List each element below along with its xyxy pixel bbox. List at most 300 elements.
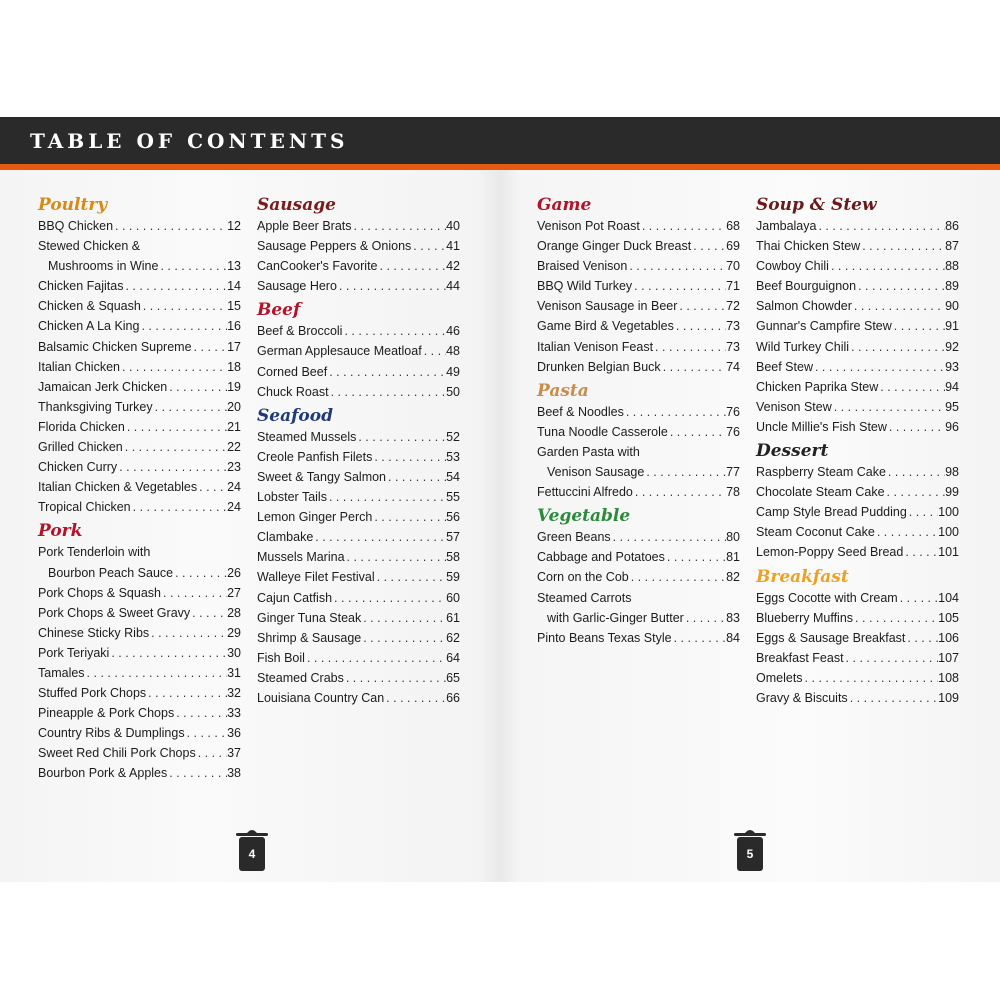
entry-page-number: 32 bbox=[227, 686, 241, 701]
dot-leader bbox=[832, 397, 945, 417]
entry-title: Cowboy Chili bbox=[756, 259, 829, 274]
toc-entry bbox=[257, 321, 460, 341]
entry-title: Tuna Noodle Casserole bbox=[537, 424, 668, 439]
entry-row bbox=[38, 417, 241, 437]
entry-page-number: 15 bbox=[227, 299, 241, 314]
toc-entry bbox=[756, 377, 959, 397]
entry-page-number: 16 bbox=[227, 319, 241, 334]
toc-entry bbox=[257, 507, 460, 527]
dot-leader bbox=[123, 437, 227, 457]
toc-entry bbox=[756, 216, 959, 236]
entry-page-number: 86 bbox=[945, 219, 959, 233]
dot-leader bbox=[668, 422, 726, 442]
entry-row bbox=[257, 216, 460, 236]
dot-leader bbox=[158, 256, 227, 276]
section-heading: Poultry bbox=[38, 195, 108, 215]
toc-entry bbox=[38, 236, 241, 276]
toc-entry bbox=[257, 341, 460, 361]
entry-page-number: 60 bbox=[446, 590, 460, 605]
toc-entry bbox=[756, 236, 959, 256]
toc-entry bbox=[38, 357, 241, 377]
section-heading: Sausage bbox=[257, 195, 336, 215]
entry-page-number: 81 bbox=[726, 550, 740, 565]
entry-row bbox=[537, 236, 740, 256]
entry-title: Corn on the Cob bbox=[537, 570, 629, 585]
entry-row bbox=[38, 477, 241, 497]
toc-entry bbox=[537, 276, 740, 296]
entry-row bbox=[257, 507, 460, 527]
entry-title: Sausage Peppers & Onions bbox=[257, 239, 412, 254]
dot-leader bbox=[167, 377, 227, 397]
entry-row bbox=[38, 643, 241, 663]
toc-entry bbox=[756, 608, 959, 628]
dot-leader bbox=[345, 547, 447, 567]
toc-entry bbox=[257, 216, 460, 236]
entry-page-number: 71 bbox=[726, 279, 740, 294]
entry-page-number: 37 bbox=[227, 746, 241, 761]
toc-entry bbox=[537, 422, 740, 442]
dot-leader bbox=[329, 382, 447, 402]
entry-row bbox=[257, 382, 460, 402]
entry-page-number: 52 bbox=[446, 429, 460, 444]
entry-title: Beef Bourguignon bbox=[756, 279, 857, 294]
entry-page-number: 55 bbox=[446, 490, 460, 505]
entry-title: Omelets bbox=[756, 670, 803, 685]
entry-page-number: 96 bbox=[945, 419, 959, 434]
entry-page-number: 82 bbox=[726, 570, 740, 585]
entry-title: Sweet Red Chili Pork Chops bbox=[38, 746, 196, 761]
cooking-pot-icon bbox=[733, 825, 767, 875]
entry-title: Chinese Sticky Ribs bbox=[38, 625, 150, 640]
entry-page-number: 42 bbox=[446, 259, 460, 274]
entry-title: Lemon-Poppy Seed Bread bbox=[756, 545, 904, 560]
entry-title: Jambalaya bbox=[756, 219, 817, 233]
entry-page-number: 68 bbox=[726, 219, 740, 233]
entry-page-number: 74 bbox=[726, 359, 740, 374]
toc-entry bbox=[257, 547, 460, 567]
entry-title: Game Bird & Vegetables bbox=[537, 319, 674, 334]
dot-leader bbox=[327, 362, 446, 382]
entry-title: Venison Stew bbox=[756, 399, 832, 414]
entry-page-number: 44 bbox=[446, 279, 460, 294]
entry-row bbox=[756, 588, 959, 608]
entry-page-number: 77 bbox=[726, 465, 740, 480]
dot-leader bbox=[352, 216, 447, 236]
entry-row bbox=[756, 296, 959, 316]
title-banner bbox=[0, 117, 1000, 164]
dot-leader bbox=[167, 763, 227, 783]
entry-row bbox=[38, 377, 241, 397]
entry-page-number: 78 bbox=[726, 485, 740, 500]
entry-page-number: 93 bbox=[945, 359, 959, 374]
toc-entry bbox=[537, 316, 740, 336]
entry-page-number: 29 bbox=[227, 625, 241, 640]
entry-title: German Applesauce Meatloaf bbox=[257, 344, 422, 359]
entry-row bbox=[38, 296, 241, 316]
entry-row bbox=[756, 236, 959, 256]
dot-leader bbox=[856, 276, 945, 296]
entry-title: Chicken & Squash bbox=[38, 299, 141, 314]
entry-row bbox=[756, 502, 959, 522]
entry-title: Pork Teriyaki bbox=[38, 645, 110, 660]
section-heading: Dessert bbox=[756, 441, 829, 462]
toc-entry bbox=[537, 547, 740, 567]
entry-row bbox=[537, 256, 740, 276]
toc-entry bbox=[257, 427, 460, 447]
entry-row bbox=[537, 216, 740, 236]
dot-leader bbox=[829, 256, 945, 276]
entry-row bbox=[257, 447, 460, 467]
section-heading: Game bbox=[537, 195, 592, 215]
entry-page-number: 57 bbox=[446, 530, 460, 545]
entry-row bbox=[38, 256, 241, 276]
dot-leader bbox=[146, 683, 227, 703]
entry-title: Chicken A La King bbox=[38, 319, 140, 334]
entry-page-number: 48 bbox=[446, 344, 460, 359]
toc-column-1 bbox=[38, 189, 241, 784]
dot-leader bbox=[907, 502, 938, 522]
section-heading: Breakfast bbox=[756, 566, 849, 587]
entry-title: Orange Ginger Duck Breast bbox=[537, 239, 692, 254]
entry-row bbox=[257, 547, 460, 567]
toc-entry bbox=[537, 337, 740, 357]
entry-title: Breakfast Feast bbox=[756, 650, 844, 665]
entry-title: Braised Venison bbox=[537, 259, 628, 274]
entry-page-number: 14 bbox=[227, 279, 241, 294]
entry-title: Italian Chicken bbox=[38, 359, 120, 374]
page-number-left: 4 bbox=[248, 847, 256, 861]
toc-entry bbox=[257, 648, 460, 668]
entry-row bbox=[38, 703, 241, 723]
entry-title: Apple Beer Brats bbox=[257, 219, 352, 233]
toc-entry bbox=[38, 377, 241, 397]
entry-row bbox=[537, 337, 740, 357]
dot-leader bbox=[173, 563, 227, 583]
toc-entry bbox=[38, 316, 241, 336]
entry-page-number: 56 bbox=[446, 510, 460, 525]
entry-title: Drunken Belgian Buck bbox=[537, 359, 661, 374]
entry-row bbox=[756, 608, 959, 628]
entry-page-number: 30 bbox=[227, 645, 241, 660]
entry-row bbox=[537, 608, 740, 628]
toc-entry bbox=[38, 643, 241, 663]
entry-page-number: 76 bbox=[726, 424, 740, 439]
entry-page-number: 88 bbox=[945, 259, 959, 274]
toc-entry bbox=[756, 688, 959, 708]
dot-leader bbox=[411, 236, 446, 256]
entry-page-number: 95 bbox=[945, 399, 959, 414]
entry-title: Venison Sausage in Beer bbox=[537, 299, 678, 314]
entry-title: BBQ Wild Turkey bbox=[537, 279, 633, 294]
toc-entry bbox=[257, 467, 460, 487]
dot-leader bbox=[886, 462, 945, 482]
toc-entry bbox=[537, 236, 740, 256]
dot-leader bbox=[372, 447, 446, 467]
dot-leader bbox=[849, 337, 945, 357]
entry-row bbox=[756, 542, 959, 562]
entry-row bbox=[537, 628, 740, 648]
entry-title: Florida Chicken bbox=[38, 419, 125, 434]
entry-page-number: 66 bbox=[446, 690, 460, 705]
entry-row bbox=[257, 467, 460, 487]
entry-title: Gunnar's Campfire Stew bbox=[756, 319, 892, 334]
dot-leader bbox=[691, 236, 726, 256]
entry-row bbox=[257, 362, 460, 382]
entry-title: Pineapple & Pork Chops bbox=[38, 706, 175, 721]
entry-row bbox=[38, 723, 241, 743]
toc-entry bbox=[756, 628, 959, 648]
entry-title: Chicken Curry bbox=[38, 460, 118, 475]
dot-leader bbox=[361, 608, 446, 628]
entry-page-number: 36 bbox=[227, 726, 241, 741]
dot-leader bbox=[305, 648, 446, 668]
dot-leader bbox=[640, 216, 726, 236]
dot-leader bbox=[875, 522, 938, 542]
entry-row bbox=[38, 663, 241, 683]
dot-leader bbox=[197, 477, 227, 497]
entry-title: CanCooker's Favorite bbox=[257, 259, 378, 274]
entry-title: Tamales bbox=[38, 665, 85, 680]
dot-leader bbox=[378, 256, 447, 276]
toc-entry bbox=[537, 527, 740, 547]
entry-row bbox=[38, 683, 241, 703]
entry-page-number: 23 bbox=[227, 460, 241, 475]
dot-leader bbox=[123, 276, 227, 296]
page-number-right: 5 bbox=[746, 847, 754, 861]
toc-entry bbox=[257, 527, 460, 547]
entry-row bbox=[756, 648, 959, 668]
toc-entry bbox=[38, 477, 241, 497]
toc-entry bbox=[38, 683, 241, 703]
page-title: TABLE OF CONTENTS bbox=[30, 129, 349, 153]
dot-leader bbox=[185, 723, 228, 743]
entry-title: Pork Chops & Sweet Gravy bbox=[38, 605, 191, 620]
toc-entry bbox=[38, 723, 241, 743]
entry-title-continued: Bourbon Peach Sauce bbox=[48, 565, 174, 580]
dot-leader bbox=[85, 663, 228, 683]
toc-entry bbox=[257, 608, 460, 628]
entry-row bbox=[756, 688, 959, 708]
entry-row bbox=[257, 321, 460, 341]
toc-entry bbox=[756, 542, 959, 562]
entry-page-number: 107 bbox=[938, 650, 959, 665]
dot-leader bbox=[109, 643, 227, 663]
entry-row bbox=[38, 603, 241, 623]
entry-title-continued: with Garlic-Ginger Butter bbox=[547, 610, 684, 625]
entry-title: Garden Pasta with bbox=[537, 444, 640, 459]
entry-row bbox=[537, 402, 740, 422]
toc-entry bbox=[537, 296, 740, 316]
toc-entry bbox=[756, 462, 959, 482]
entry-page-number: 46 bbox=[446, 324, 460, 339]
toc-entry bbox=[257, 382, 460, 402]
dot-leader bbox=[141, 296, 227, 316]
entry-title: Thanksgiving Turkey bbox=[38, 399, 153, 414]
entry-title: Louisiana Country Can bbox=[257, 690, 385, 705]
entry-page-number: 41 bbox=[446, 239, 460, 254]
entry-row bbox=[257, 341, 460, 361]
dot-leader bbox=[192, 337, 228, 357]
section-heading: Vegetable bbox=[537, 506, 631, 527]
toc-entry bbox=[38, 457, 241, 477]
dot-leader bbox=[611, 527, 726, 547]
entry-row bbox=[257, 688, 460, 708]
dot-leader bbox=[632, 276, 726, 296]
entry-title: Gravy & Biscuits bbox=[756, 690, 848, 705]
toc-entry bbox=[257, 688, 460, 708]
toc-entry bbox=[257, 362, 460, 382]
toc-entry bbox=[537, 216, 740, 236]
entry-title: Italian Chicken & Vegetables bbox=[38, 480, 198, 495]
toc-entry bbox=[756, 522, 959, 542]
section-heading: Seafood bbox=[257, 405, 333, 426]
entry-row bbox=[38, 276, 241, 296]
dot-leader bbox=[898, 588, 938, 608]
entry-title: Thai Chicken Stew bbox=[756, 239, 861, 254]
dot-leader bbox=[332, 588, 446, 608]
entry-title: Cabbage and Potatoes bbox=[537, 550, 665, 565]
dot-leader bbox=[684, 608, 726, 628]
toc-entry bbox=[257, 668, 460, 688]
dot-leader bbox=[672, 628, 727, 648]
dot-leader bbox=[131, 497, 227, 517]
entry-title: Pork Tenderloin with bbox=[38, 545, 151, 560]
entry-page-number: 26 bbox=[227, 565, 241, 580]
entry-title-continued: Venison Sausage bbox=[547, 465, 645, 480]
toc-entry bbox=[756, 502, 959, 522]
entry-title: Camp Style Bread Pudding bbox=[756, 505, 907, 520]
entry-title: Clambake bbox=[257, 530, 314, 545]
entry-title: Sweet & Tangy Salmon bbox=[257, 469, 387, 484]
entry-page-number: 94 bbox=[945, 379, 959, 394]
entry-row bbox=[537, 482, 740, 502]
entry-title: Bourbon Pork & Apples bbox=[38, 766, 168, 781]
entry-page-number: 72 bbox=[726, 299, 740, 314]
entry-title: Chuck Roast bbox=[257, 384, 329, 399]
entry-page-number: 33 bbox=[227, 706, 241, 721]
toc-entry bbox=[257, 588, 460, 608]
entry-row bbox=[537, 316, 740, 336]
entry-row bbox=[756, 276, 959, 296]
entry-page-number: 69 bbox=[726, 239, 740, 254]
dot-leader bbox=[860, 236, 945, 256]
dot-leader bbox=[342, 321, 446, 341]
dot-leader bbox=[903, 542, 938, 562]
entry-page-number: 91 bbox=[945, 319, 959, 334]
dot-leader bbox=[313, 527, 446, 547]
entry-page-number: 100 bbox=[938, 525, 959, 540]
dot-leader bbox=[372, 507, 446, 527]
toc-entry bbox=[756, 482, 959, 502]
entry-row bbox=[257, 527, 460, 547]
dot-leader bbox=[327, 487, 446, 507]
entry-title: Venison Pot Roast bbox=[537, 219, 640, 233]
toc-entry bbox=[756, 276, 959, 296]
dot-leader bbox=[661, 357, 726, 377]
entry-row bbox=[537, 357, 740, 377]
entry-page-number: 89 bbox=[945, 279, 959, 294]
book-spread bbox=[0, 117, 1000, 882]
dot-leader bbox=[624, 402, 726, 422]
entry-row bbox=[756, 216, 959, 236]
entry-page-number: 87 bbox=[945, 239, 959, 254]
entry-page-number: 22 bbox=[227, 440, 241, 455]
entry-page-number: 38 bbox=[227, 766, 241, 781]
entry-title: Uncle Millie's Fish Stew bbox=[756, 419, 887, 434]
entry-title: BBQ Chicken bbox=[38, 219, 114, 233]
entry-title: Steamed Crabs bbox=[257, 670, 344, 685]
toc-entry bbox=[38, 763, 241, 783]
dot-leader bbox=[190, 603, 227, 623]
entry-page-number: 13 bbox=[227, 259, 241, 274]
toc-entry bbox=[756, 588, 959, 608]
entry-row bbox=[756, 357, 959, 377]
dot-leader bbox=[337, 276, 446, 296]
entry-page-number: 73 bbox=[726, 319, 740, 334]
entry-page-number: 109 bbox=[938, 690, 959, 705]
entry-title: Stuffed Pork Chops bbox=[38, 686, 147, 701]
entry-title: Wild Turkey Chili bbox=[756, 339, 850, 354]
dot-leader bbox=[665, 547, 726, 567]
entry-title: Pork Chops & Squash bbox=[38, 585, 161, 600]
entry-title: Cajun Catfish bbox=[257, 590, 333, 605]
entry-row bbox=[537, 547, 740, 567]
entry-row bbox=[38, 316, 241, 336]
toc-entry bbox=[756, 357, 959, 377]
entry-title: Sausage Hero bbox=[257, 279, 337, 294]
entry-title: Eggs & Sausage Breakfast bbox=[756, 630, 906, 645]
toc-entry bbox=[756, 316, 959, 336]
entry-title: Grilled Chicken bbox=[38, 440, 123, 455]
dot-leader bbox=[174, 703, 227, 723]
toc-entry bbox=[756, 296, 959, 316]
entry-row bbox=[38, 563, 241, 583]
entry-page-number: 24 bbox=[227, 500, 241, 515]
dot-leader bbox=[887, 417, 945, 437]
entry-row bbox=[38, 457, 241, 477]
entry-row bbox=[756, 337, 959, 357]
entry-page-number: 73 bbox=[726, 339, 740, 354]
dot-leader bbox=[878, 377, 945, 397]
dot-leader bbox=[153, 397, 227, 417]
entry-title: Mussels Marina bbox=[257, 550, 345, 565]
toc-entry bbox=[38, 542, 241, 582]
dot-leader bbox=[356, 427, 446, 447]
entry-page-number: 49 bbox=[446, 364, 460, 379]
toc-entry bbox=[38, 743, 241, 763]
dot-leader bbox=[885, 482, 946, 502]
toc-entry bbox=[38, 497, 241, 517]
entry-page-number: 83 bbox=[726, 610, 740, 625]
entry-row bbox=[756, 668, 959, 688]
toc-entry bbox=[38, 216, 241, 236]
dot-leader bbox=[848, 688, 938, 708]
entry-row bbox=[257, 608, 460, 628]
section-heading: Pork bbox=[38, 521, 83, 542]
entry-page-number: 31 bbox=[227, 665, 241, 680]
dot-leader bbox=[113, 216, 227, 236]
entry-row bbox=[38, 397, 241, 417]
dot-leader bbox=[905, 628, 938, 648]
entry-title: Walleye Filet Festival bbox=[257, 570, 375, 585]
toc-entry bbox=[257, 256, 460, 276]
toc-entry bbox=[38, 623, 241, 643]
toc-entry bbox=[38, 276, 241, 296]
entry-title: Steam Coconut Cake bbox=[756, 525, 875, 540]
entry-title: Italian Venison Feast bbox=[537, 339, 654, 354]
entry-page-number: 53 bbox=[446, 449, 460, 464]
dot-leader bbox=[677, 296, 726, 316]
